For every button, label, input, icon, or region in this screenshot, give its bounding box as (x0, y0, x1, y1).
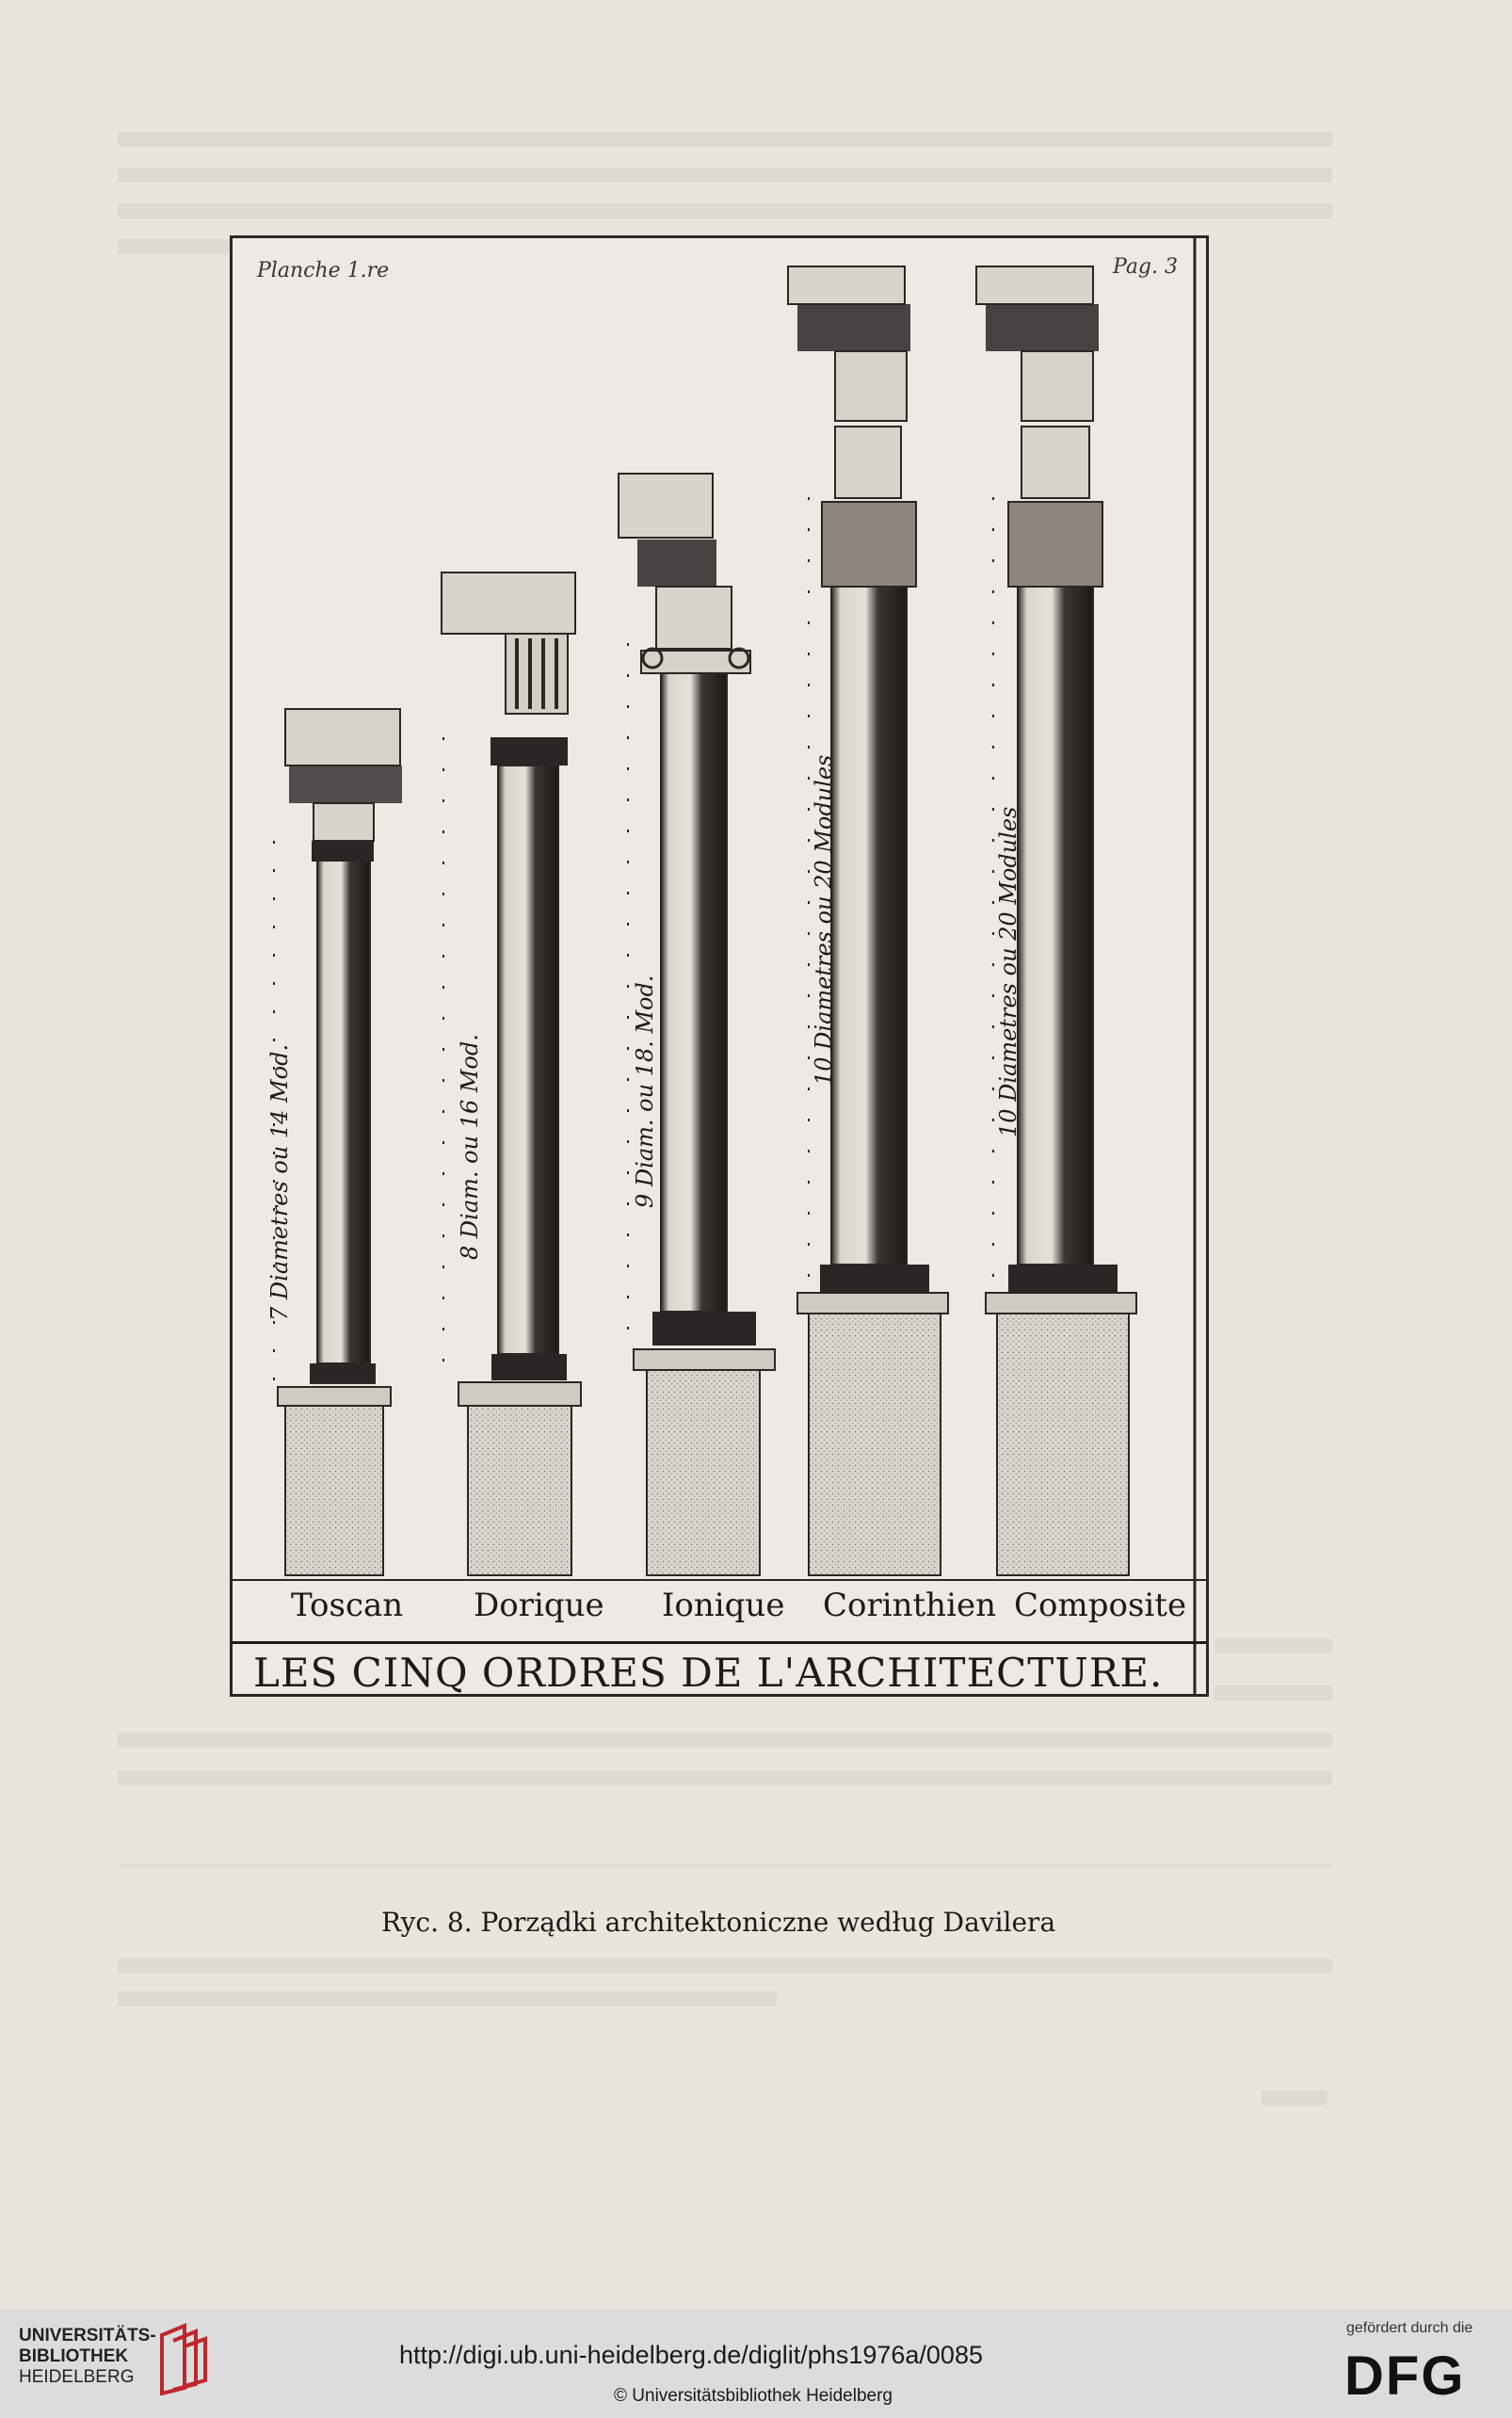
bleed-through-rule (118, 1864, 1332, 1867)
dimension-label-corinthien: 10 Diametres ou 20 Modules (811, 754, 837, 1086)
order-name-composite: Composite (1014, 1587, 1187, 1624)
library-name-line3: HEIDELBERG (19, 2367, 135, 2387)
library-name-line2: BIBLIOTHEK (19, 2346, 129, 2366)
bleed-through-line (118, 132, 1332, 147)
order-name-corinthien: Corinthien (823, 1587, 996, 1624)
engraving-plate (230, 235, 1209, 1697)
dimension-label-composite: 10 Diametres ou 20 Modules (995, 806, 1021, 1137)
order-name-ionique: Ionique (662, 1587, 785, 1624)
plate-page-number: Pag. 3 (1113, 255, 1178, 279)
figure-caption: Ryc. 8. Porządki architektoniczne według Davilera (381, 1907, 1056, 1938)
bleed-through-line (118, 1959, 1332, 1974)
toscan-column (274, 709, 402, 1575)
bleed-through-line (1214, 1685, 1332, 1701)
plate-title-band (233, 1641, 1206, 1695)
dfg-logo: DFG (1344, 2345, 1466, 2407)
document-url-link[interactable]: http://digi.ub.uni-heidelberg.de/diglit/phs1976a/0085 (399, 2341, 983, 2369)
bleed-through-line (118, 203, 1332, 218)
bleed-through-line (118, 168, 1332, 183)
bleed-through-line (118, 1733, 1332, 1748)
bleed-through-line (118, 1991, 777, 2007)
viewer-footer (0, 2309, 1512, 2418)
library-name-line1: UNIVERSITÄTS- (19, 2326, 156, 2345)
funded-by-label: gefördert durch die (1346, 2320, 1473, 2336)
plate-title: LES CINQ ORDRES DE L'ARCHITECTURE. (253, 1650, 1164, 1696)
order-name-dorique: Dorique (474, 1587, 604, 1624)
bleed-through-page-number (1262, 2090, 1327, 2105)
bleed-through-line (118, 1770, 1332, 1785)
copyright-notice: © Universitätsbibliothek Heidelberg (614, 2386, 893, 2406)
five-orders-engraving (233, 238, 1206, 1694)
dimension-label-ionique: 9 Diam. ou 18. Mod. (632, 975, 658, 1208)
dimension-label-toscan: 7 Diametres ou 14 Mod. (266, 1043, 293, 1321)
bleed-through-line (1214, 1638, 1332, 1653)
dimension-label-dorique: 8 Diam. ou 16 Mod. (457, 1034, 483, 1260)
library-logo-text (19, 2326, 156, 2388)
plate-number: Planche 1.re (257, 259, 390, 282)
order-names (233, 1587, 1206, 1634)
library-logo-icon (156, 2322, 209, 2395)
bleed-through-line (118, 239, 231, 254)
order-name-toscan: Toscan (291, 1587, 404, 1624)
